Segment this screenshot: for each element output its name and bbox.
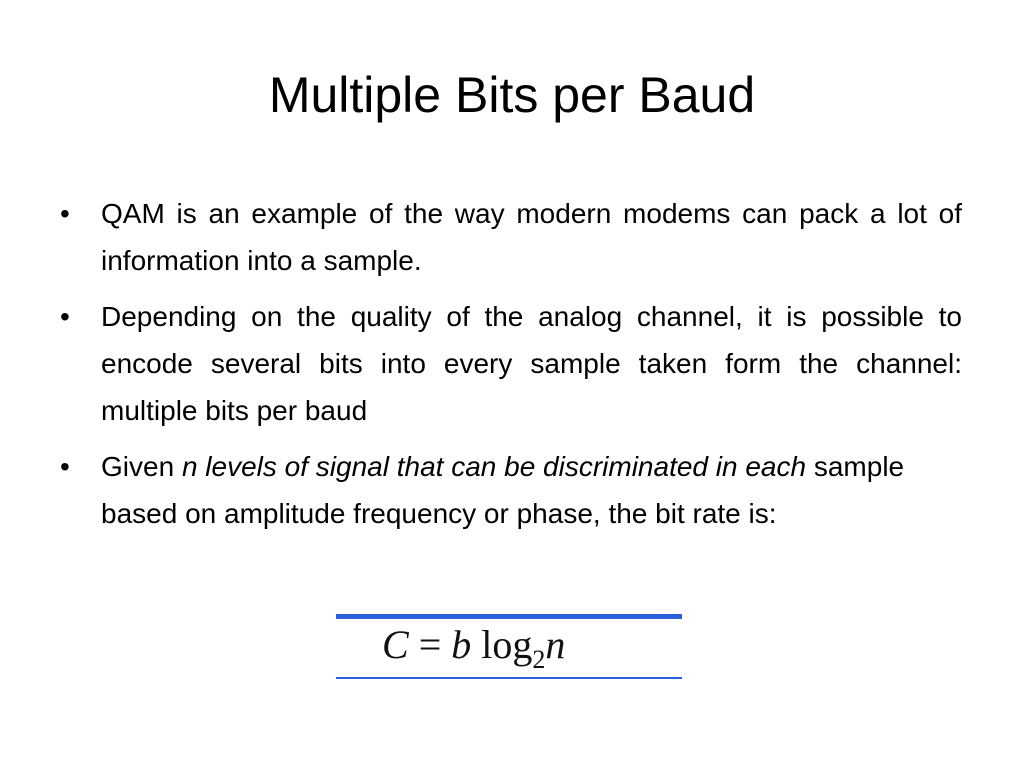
bullet-list	[60, 190, 962, 546]
formula-log-base: 2	[532, 645, 546, 674]
formula-equals: =	[408, 622, 452, 667]
formula-expression	[382, 620, 565, 680]
bullet-text-italic: n levels of signal that can be discriminated in each	[181, 451, 807, 482]
formula-rule-bottom	[336, 677, 682, 679]
formula-lhs: C	[382, 622, 409, 667]
formula-rule-top	[336, 614, 682, 619]
bullet-text: Depending on the quality of the analog channel, it is possible to encode several bits into every sample taken form the channel: multiple bits per baud	[101, 301, 962, 426]
bullet-item-channel-quality	[60, 293, 962, 434]
formula-arg: n	[545, 622, 566, 667]
bullet-marker: •	[60, 198, 70, 229]
bullet-marker: •	[60, 301, 70, 332]
bullet-text-prefix: Given	[101, 451, 182, 482]
bullet-text: QAM is an example of the way modern modems can pack a lot of information into a sample.	[101, 198, 962, 276]
bullet-text-suffix: sample based on amplitude frequency or phase, the bit rate is:	[101, 451, 905, 529]
formula-log: log	[471, 622, 533, 667]
bullet-item-qam	[60, 190, 962, 284]
bullet-marker: •	[60, 451, 70, 482]
formula-image	[336, 614, 682, 680]
formula-b: b	[451, 622, 472, 667]
bullet-item-bit-rate	[60, 443, 962, 537]
slide-title: Multiple Bits per Baud	[268, 67, 756, 123]
